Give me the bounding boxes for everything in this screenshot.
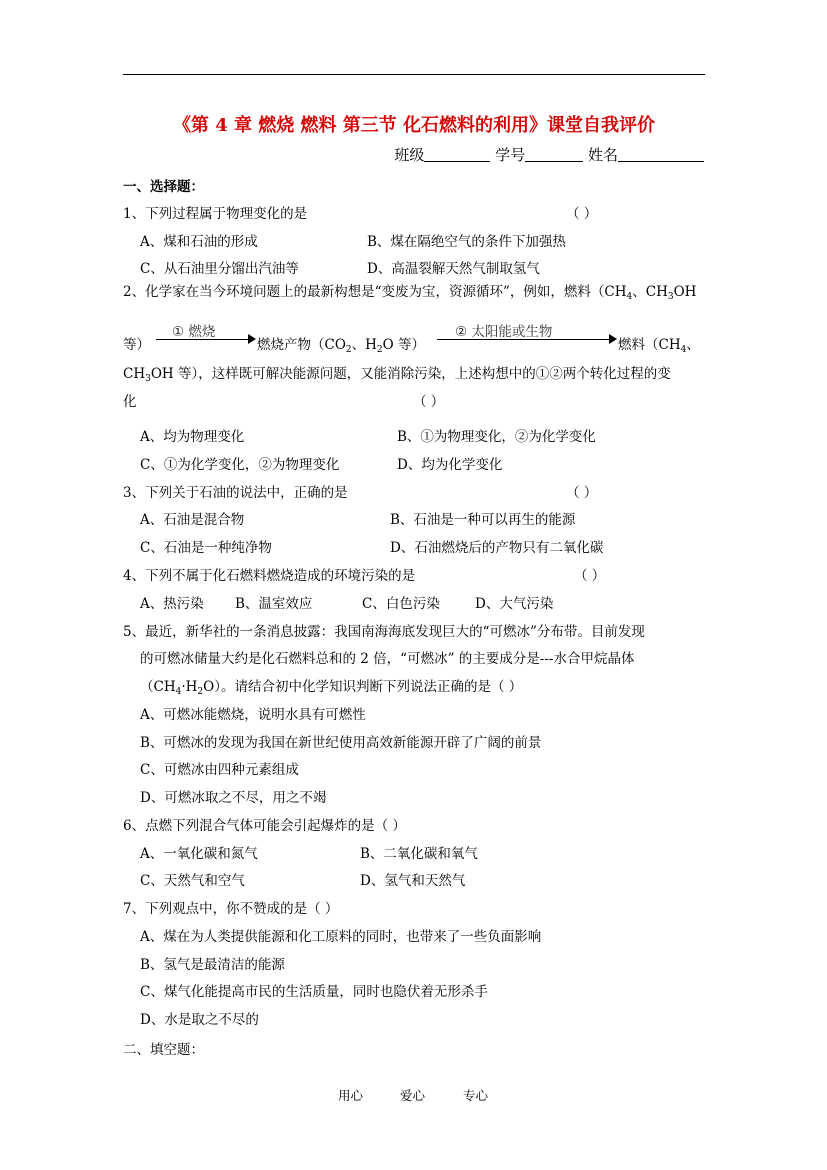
class-label: 班级 (394, 146, 425, 164)
q2-option-b: B、①为物理变化，②为化学变化 (397, 429, 596, 445)
q7-option-d: D、水是取之不尽的 (140, 1012, 259, 1028)
q1-stem: 1、下列过程属于物理变化的是 (123, 206, 308, 222)
q5-option-d: D、可燃冰取之不尽，用之不竭 (140, 790, 327, 806)
q2-answer-paren[interactable]: （ ） (413, 394, 445, 410)
q7-option-b: B、氢气是最清洁的能源 (140, 957, 285, 973)
q6-stem: 6、点燃下列混合气体可能会引起爆炸的是（ ） (123, 818, 406, 834)
q1-option-c: C、从石油里分馏出汽油等 (140, 261, 299, 277)
footer-text-3: 专心 (463, 1088, 489, 1103)
q2-fuel-text: 燃料（$CH_4$、 (618, 337, 700, 355)
q2-combustion-products: 燃烧产物（$CO_2$、$H_2O$ 等） (257, 337, 426, 355)
q5-option-b: B、可燃冰的发现为我国在新世纪使用高效新能源开辟了广阔的前景 (140, 735, 542, 751)
q3-option-d: D、石油燃烧后的产物只有二氧化碳 (390, 540, 604, 556)
q2-line-4: 化 (123, 394, 137, 410)
q2-option-c: C、①为化学变化，②为物理变化 (140, 457, 340, 473)
q4-answer-paren[interactable]: （ ） (574, 568, 606, 584)
footer-text-2: 爱心 (400, 1088, 426, 1103)
q3-option-b: B、石油是一种可以再生的能源 (390, 512, 576, 528)
section-heading-choice: 一、选择题： (123, 179, 204, 195)
name-blank[interactable] (618, 147, 704, 162)
q2-arrow-solar-label: ② 太阳能或生物 (455, 324, 553, 340)
q6-option-a: A、一氧化碳和氮气 (140, 846, 258, 862)
q4-option-c: C、白色污染 (362, 596, 440, 612)
header-rule (123, 74, 705, 75)
q7-option-c: C、煤气化能提高市民的生活质量，同时也隐伏着无形杀手 (140, 984, 488, 1000)
q5-line-2: 的可燃冰储量大约是化石燃料总和的 2 倍，“可燃冰” 的主要成分是---水合甲烷晶体 (140, 651, 635, 667)
q5-option-a: A、可燃冰能燃烧，说明水具有可燃性 (140, 707, 366, 723)
q4-option-d: D、大气污染 (475, 596, 554, 612)
page-title: 《第 4 章 燃烧 燃料 第三节 化石燃料的利用》课堂自我评价 (172, 115, 656, 136)
q2-option-d: D、均为化学变化 (397, 457, 503, 473)
arrow-right-icon (248, 334, 256, 344)
section-heading-fill: 二、填空题： (123, 1042, 204, 1058)
q6-option-d: D、氢气和天然气 (360, 873, 466, 889)
q4-option-b: B、温室效应 (235, 596, 313, 612)
q5-line-1: 5、最近，新华社的一条消息披露：我国南海海底发现巨大的“可燃冰”分布带。目前发现 (123, 624, 645, 640)
q3-option-c: C、石油是一种纯净物 (140, 540, 272, 556)
q3-option-a: A、石油是混合物 (140, 512, 245, 528)
q1-option-d: D、高温裂解天然气制取氢气 (367, 261, 540, 277)
arrow-right-icon (609, 334, 617, 344)
q2-line-3: $CH_3OH$ 等），这样既可解决能源问题，又能消除污染，上述构想中的①②两个转化过程的变 (123, 366, 671, 384)
q2-pre-arrow-text: 等） (123, 337, 150, 353)
class-blank[interactable] (424, 147, 490, 162)
q5-option-c: C、可燃冰由四种元素组成 (140, 762, 299, 778)
q5-line-3: $(CH_4\cdot H_2O)$。请结合初中化学知识判断下列说法正确的是（ ） (140, 679, 523, 697)
q2-arrow-combustion (156, 322, 256, 342)
student-id-label: 学号 (495, 146, 526, 164)
q6-option-c: C、天然气和空气 (140, 873, 245, 889)
student-id-blank[interactable] (525, 147, 583, 162)
q6-option-b: B、二氧化碳和氧气 (360, 846, 478, 862)
q2-option-a: A、均为物理变化 (140, 429, 245, 445)
footer-text-1: 用心 (338, 1088, 364, 1103)
student-info-line (0, 144, 704, 165)
q1-answer-paren[interactable]: （ ） (566, 206, 598, 222)
name-label: 姓名 (587, 146, 618, 164)
q7-option-a: A、煤在为人类提供能源和化工原料的同时，也带来了一些负面影响 (140, 929, 542, 945)
q2-arrow-solar (437, 322, 617, 342)
q1-option-b: B、煤在隔绝空气的条件下加强热 (367, 234, 566, 250)
q1-option-a: A、煤和石油的形成 (140, 234, 258, 250)
q2-arrow-combustion-label: ① 燃烧 (172, 324, 216, 340)
q4-option-a: A、热污染 (140, 596, 204, 612)
q7-stem: 7、下列观点中，你不赞成的是（ ） (123, 901, 339, 917)
q2-line-1: 2、化学家在当今环境问题上的最新构想是“变废为宝，资源循环”，例如，燃料（$CH_4$、$CH_3OH$ (123, 284, 697, 302)
q3-stem: 3、下列关于石油的说法中，正确的是 (123, 485, 348, 501)
q4-stem: 4、下列不属于化石燃料燃烧造成的环境污染的是 (123, 568, 416, 584)
q3-answer-paren[interactable]: （ ） (566, 485, 598, 501)
